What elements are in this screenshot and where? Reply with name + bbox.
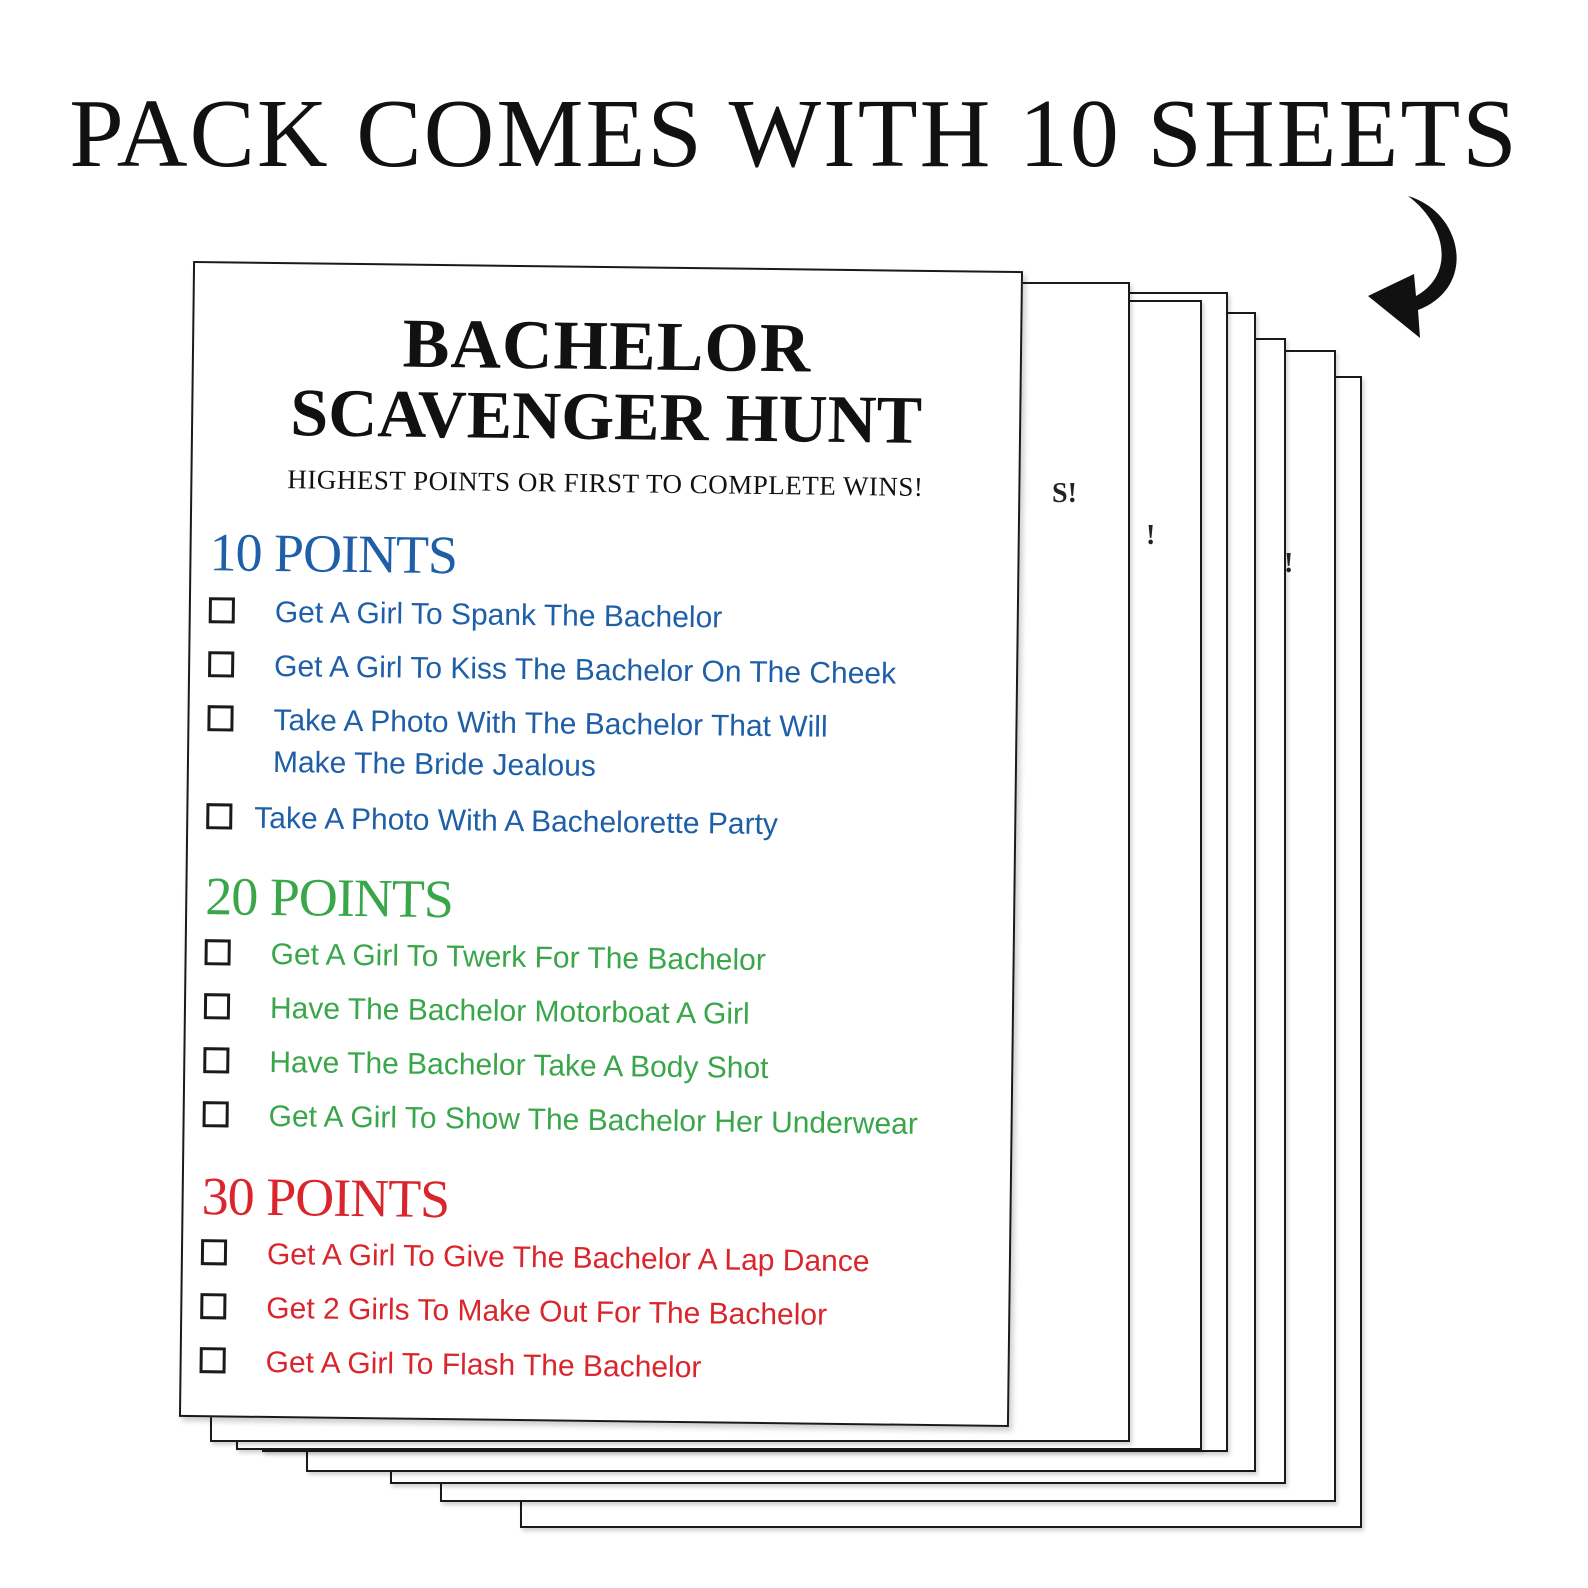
back-sheet-peek-text: ! [1146,520,1156,551]
sheet-title-line2: SCAVENGER HUNT [289,374,923,458]
checklist-item[interactable] [203,1045,983,1086]
checklist-item[interactable] [206,801,986,842]
checkbox[interactable] [204,939,230,965]
checkbox[interactable] [208,651,234,677]
section-heading-10: 10 POINTS [209,522,458,586]
checkbox[interactable] [201,1239,227,1265]
checklist-item[interactable] [201,1237,981,1279]
checklist-item[interactable] [209,595,989,635]
sheet-subtitle: HIGHEST POINTS OR FIRST TO COMPLETE WINS! [287,464,924,502]
sheet-title-line1: BACHELOR [402,305,812,388]
item-label: Get A Girl To Show The Bachelor Her Underwear [268,1099,919,1141]
headline: PACK COMES WITH 10 SHEETS [69,80,1519,188]
checklist-item[interactable] [205,937,985,978]
item-label: Get 2 Girls To Make Out For The Bachelor [266,1291,828,1332]
checkbox[interactable] [200,1293,226,1319]
item-label: Get A Girl To Twerk For The Bachelor [270,937,767,978]
item-label: Get A Girl To Kiss The Bachelor On The Cheek [273,649,897,691]
checkbox[interactable] [206,803,232,829]
checklist-item[interactable] [208,649,988,691]
curved-arrow-icon [1368,192,1468,342]
section-heading-20: 20 POINTS [204,866,454,930]
checkbox[interactable] [204,993,230,1019]
checkbox[interactable] [209,597,235,623]
checklist-item[interactable] [200,1345,980,1385]
item-label: Get A Girl To Spank The Bachelor [274,595,723,635]
front-sheet [179,261,1023,1427]
item-label: Have The Bachelor Take A Body Shot [269,1045,769,1086]
item-label: Take A Photo With The Bachelor That Will Make The Bride Jealous [272,703,828,783]
checklist-item[interactable] [200,1291,980,1332]
checkbox[interactable] [200,1347,226,1373]
checklist-item[interactable] [208,703,988,783]
item-label: Take A Photo With A Bachelorette Party [254,801,779,842]
item-label: Have The Bachelor Motorboat A Girl [269,991,750,1031]
back-sheet-peek-text: ! [1284,548,1294,579]
item-label: Get A Girl To Give The Bachelor A Lap Dance [266,1237,870,1279]
checklist-item[interactable] [203,1099,983,1141]
checkbox[interactable] [203,1101,229,1127]
checkbox[interactable] [207,705,233,731]
back-sheet-peek-text: S! [1052,478,1077,509]
item-label: Get A Girl To Flash The Bachelor [265,1345,702,1385]
checklist-item[interactable] [204,991,984,1031]
section-heading-30: 30 POINTS [201,1166,450,1230]
checkbox[interactable] [203,1047,229,1073]
